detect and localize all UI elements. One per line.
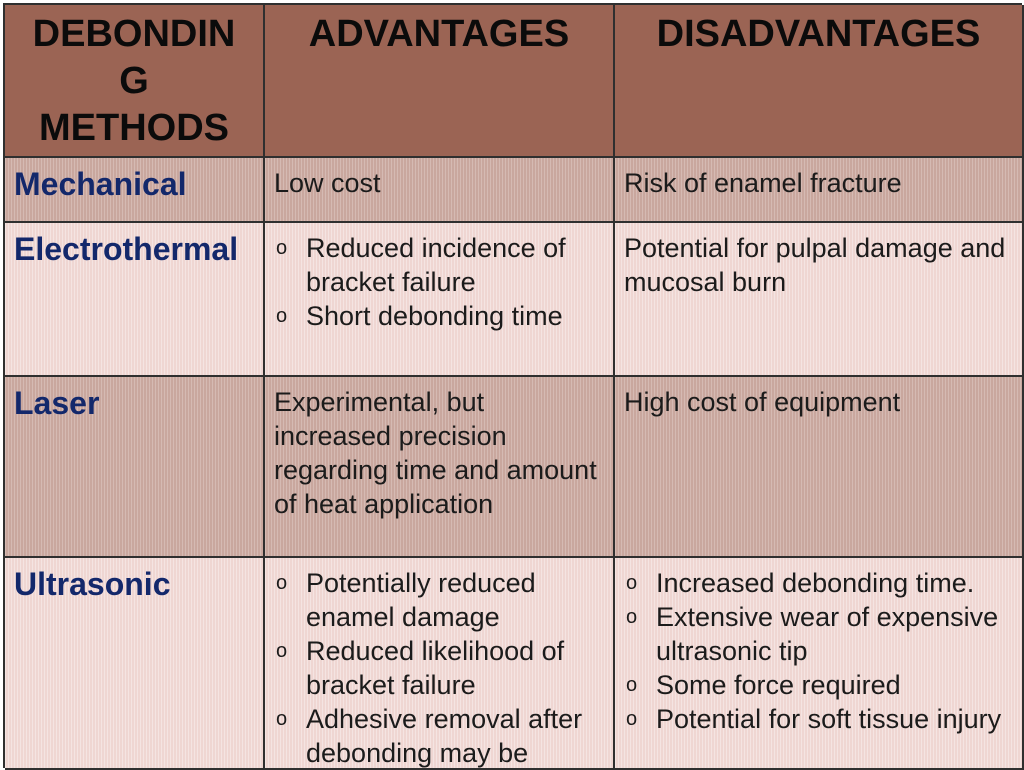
bullet-circle-icon: o (276, 572, 288, 594)
header-disadvantages: DISADVANTAGES (656, 13, 981, 55)
bullet-circle-icon: o (626, 606, 638, 628)
header-methods-line-1: DEBONDIN (32, 13, 236, 55)
list-item (624, 566, 1014, 600)
advantage-text: Reduced likelihood of bracket failure (306, 636, 565, 700)
disadvantage-text: High cost of equipment (624, 387, 901, 417)
bullet-circle-icon: o (626, 708, 638, 730)
list-item (274, 299, 605, 333)
method-cell-laser (5, 377, 265, 558)
list-item (624, 702, 1014, 736)
list-item (274, 566, 605, 634)
method-cell-ultrasonic (5, 558, 265, 770)
bullet-circle-icon: o (276, 708, 288, 730)
method-cell-mechanical (5, 158, 265, 223)
header-methods-line-2: G (119, 60, 149, 102)
disadvantages-cell-laser (615, 377, 1024, 558)
disadvantage-text: Some force required (656, 670, 901, 700)
list-item (274, 634, 605, 702)
method-cell-electrothermal (5, 223, 265, 377)
disadvantage-text: Potential for pulpal damage and mucosal burn (624, 233, 1006, 297)
advantages-list (274, 566, 605, 770)
disadvantage-text: Extensive wear of expensive ultrasonic tip (656, 602, 999, 666)
advantage-text: Short debonding time (306, 301, 563, 331)
method-name: Mechanical (14, 166, 187, 202)
header-cell-methods (5, 5, 265, 158)
disadvantages-cell-mechanical (615, 158, 1024, 223)
advantages-cell-laser (265, 377, 615, 558)
disadvantage-text: Potential for soft tissue injury (656, 704, 1002, 734)
advantage-text: Experimental, but increased precision regarding time and amount of heat application (274, 387, 597, 519)
header-advantages: ADVANTAGES (308, 13, 570, 55)
advantages-cell-ultrasonic (265, 558, 615, 770)
list-item (624, 668, 1014, 702)
advantages-cell-mechanical (265, 158, 615, 223)
header-cell-advantages (265, 5, 615, 158)
advantage-text: Adhesive removal after debonding may be (306, 704, 583, 768)
debonding-methods-table (3, 3, 1022, 768)
disadvantages-list (624, 566, 1014, 736)
advantages-list (274, 231, 605, 333)
method-name: Electrothermal (14, 231, 239, 267)
header-cell-disadvantages (615, 5, 1024, 158)
disadvantage-text: Increased debonding time. (656, 568, 975, 598)
bullet-circle-icon: o (626, 572, 638, 594)
list-item (624, 600, 1014, 668)
disadvantages-cell-electrothermal (615, 223, 1024, 377)
advantage-text: Potentially reduced enamel damage (306, 568, 536, 632)
header-methods-line-3: METHODS (39, 107, 229, 149)
bullet-circle-icon: o (626, 674, 638, 696)
list-item (274, 231, 605, 299)
method-name: Laser (14, 385, 100, 421)
bullet-circle-icon: o (276, 640, 288, 662)
method-name: Ultrasonic (14, 566, 171, 602)
list-item (274, 702, 605, 770)
disadvantages-cell-ultrasonic (615, 558, 1024, 770)
bullet-circle-icon: o (276, 237, 288, 259)
advantage-text: Low cost (274, 168, 381, 198)
advantages-cell-electrothermal (265, 223, 615, 377)
advantage-text: Reduced incidence of bracket failure (306, 233, 566, 297)
disadvantage-text: Risk of enamel fracture (624, 168, 902, 198)
bullet-circle-icon: o (276, 305, 288, 327)
